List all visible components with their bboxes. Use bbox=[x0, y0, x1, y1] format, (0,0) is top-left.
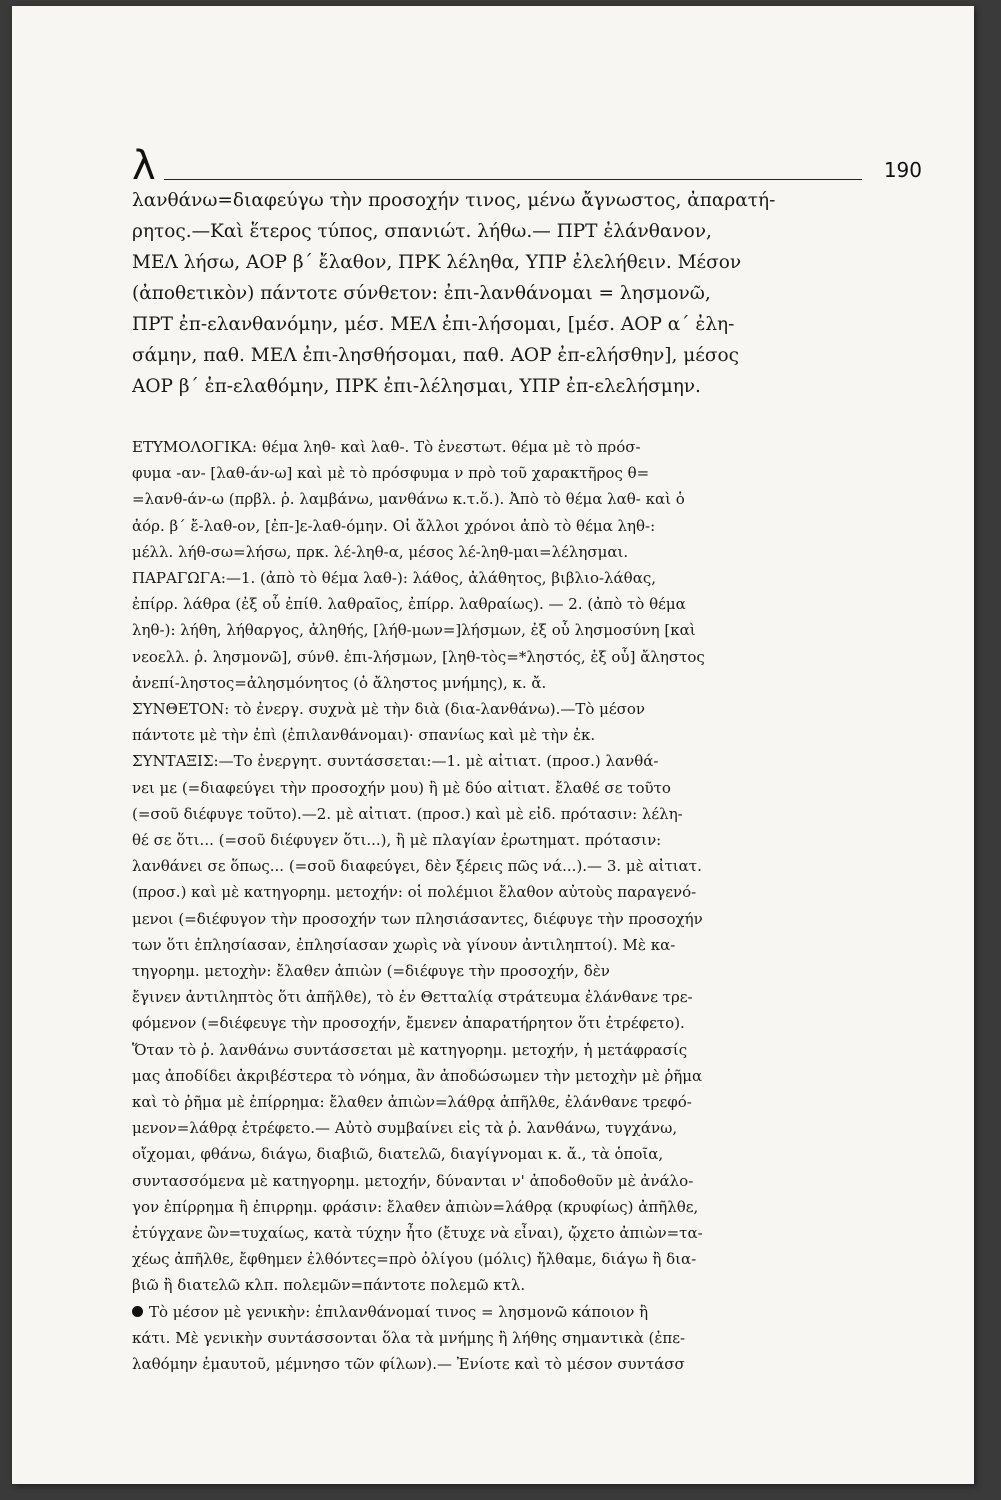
text-line-content: φυμα -αν- [λαθ-άν-ω] καὶ μὲ τὸ πρόσφυμα ν πρὸ τοῦ χαρακτῆρος θ= bbox=[132, 464, 650, 483]
text-line bbox=[132, 312, 922, 338]
text-line-content: πάντοτε μὲ τὴν ἐπὶ (ἐπιλανθάνομαι)· σπανίως καὶ μὲ τὴν ἐκ. bbox=[132, 726, 596, 745]
text-line-content: ἐπίρρ. λάθρα (ἐξ οὗ ἐπίθ. λαθραῖος, ἐπίρρ. λαθραίως). — 2. (ἀπὸ τὸ θέμα bbox=[132, 595, 686, 614]
text-line bbox=[132, 565, 922, 591]
text-line-content: νει με (=διαφεύγει τὴν προσοχήν μου) ἢ μὲ δύο αἰτιατ. ἔλαθέ σε τοῦτο bbox=[132, 778, 671, 797]
text-line-content: Ὅταν τὸ ῥ. λανθάνω συντάσσεται μὲ κατηγορημ. μετοχήν, ἡ μετάφρασίς bbox=[132, 1040, 688, 1059]
text-line-content: τηγορημ. μετοχὴν: ἔλαθεν ἀπιὼν (=διέφυγε τὴν προσοχήν, δὲν bbox=[132, 962, 610, 980]
text-line bbox=[132, 879, 922, 905]
text-line-content: μέλλ. λήθ-σω=λήσω, πρκ. λέ-ληθ-α, μέσος λέ-ληθ-μαι=λέλησμαι. bbox=[132, 542, 629, 561]
text-line bbox=[132, 827, 922, 853]
text-line bbox=[132, 219, 922, 245]
text-line bbox=[132, 460, 922, 486]
text-line-content: γον ἐπίρρημα ἢ ἐπιρρημ. φράσιν: ἔλαθεν ἀπιὼν=λάθρᾳ (κρυφίως) ἀπῆλθε, bbox=[132, 1197, 699, 1216]
text-line bbox=[132, 984, 922, 1010]
text-line bbox=[132, 343, 922, 369]
text-line-content: (ἀποθετικὸν) πάντοτε σύνθετον: ἐπι-λανθάνομαι = λησμονῶ, bbox=[132, 283, 711, 304]
text-line bbox=[132, 1246, 922, 1272]
text-line bbox=[132, 188, 922, 214]
text-line-content: θέ σε ὅτι... (=σοῦ διέφυγεν ὅτι...), ἢ μὲ πλαγίαν ἐρωτηματ. πρότασιν: bbox=[132, 831, 662, 849]
text-line-content: λαθόμην ἐμαυτοῦ, μέμνησο τῶν φίλων).— Ἐνίοτε καὶ τὸ μέσον συντάσσ bbox=[132, 1355, 685, 1373]
text-line bbox=[132, 958, 922, 984]
text-line bbox=[132, 486, 922, 512]
text-line-content: ἀνεπί-ληστος=ἀλησμόνητος (ὁ ἄληστος μνήμης), κ. ἄ. bbox=[132, 673, 547, 692]
text-line bbox=[132, 906, 922, 932]
text-line-content: των ὅτι ἐπλησίασαν, ἐπλησίασαν χωρὶς νὰ γίνουν ἀντιληπτοί). Μὲ κα- bbox=[132, 935, 676, 954]
text-line bbox=[132, 932, 922, 958]
text-line-content: ἔγινεν ἀντιληπτὸς ὅτι ἀπῆλθε), τὸ ἐν Θετταλίᾳ στράτευμα ἐλάνθανε τρε- bbox=[132, 988, 693, 1007]
text-line-content: φόμενον (=διέφευγε τὴν προσοχήν, ἔμενεν ἀπαρατήρητον ὅτι ἐτρέφετο). bbox=[132, 1014, 685, 1033]
text-line-content: =λανθ-άν-ω (πρβλ. ῥ. λαμβάνω, μανθάνω κ.τ.ὅ.). Ἀπὸ τὸ θέμα λαθ- καὶ ὁ bbox=[132, 490, 685, 509]
header-rule bbox=[164, 179, 862, 180]
text-line-content: συντασσόμενα μὲ κατηγορημ. μετοχήν, δύνανται ν' ἀποδοθοῦν μὲ ἀνάλο- bbox=[132, 1171, 694, 1190]
text-line-content: ἀόρ. β΄ ἔ-λαθ-ον, [ἐπ-]ε-λαθ-όμην. Οἱ ἄλλοι χρόνοι ἀπὸ τὸ θέμα ληθ-: bbox=[132, 516, 656, 535]
text-line-content: ΜΕΛ λήσω, ΑΟΡ β΄ ἔλαθον, ΠΡΚ λέληθα, ΥΠΡ ἐλελήθειν. Μέσον bbox=[132, 252, 742, 273]
text-line bbox=[132, 1037, 922, 1063]
text-line-content: (προσ.) καὶ μὲ κατηγορημ. μετοχήν: οἱ πολέμιοι ἔλαθον αὐτοὺς παραγενό- bbox=[132, 883, 697, 902]
text-line-content: νεοελλ. ῥ. λησμονῶ], σύνθ. ἐπι-λήσμων, [ληθ-τὸς=*ληστός, ἐξ οὗ] ἄληστος bbox=[132, 647, 705, 666]
text-line-content: σάμην, παθ. ΜΕΛ ἐπι-λησθήσομαι, παθ. ΑΟΡ ἐπ-ελήσθην], μέσος bbox=[132, 345, 739, 366]
text-line bbox=[132, 1272, 922, 1298]
text-line bbox=[132, 1141, 922, 1167]
text-line bbox=[132, 1351, 922, 1377]
text-line bbox=[132, 617, 922, 643]
text-line bbox=[132, 775, 922, 801]
text-line bbox=[132, 1063, 922, 1089]
text-line bbox=[132, 434, 922, 460]
text-line-content: ΣΥΝΤΑΞΙΣ:—Το ἐνεργητ. συντάσσεται:—1. μὲ αἰτιατ. (προσ.) λανθά- bbox=[132, 752, 659, 771]
text-line-content: ἐτύγχανε ὢν=τυχαίως, κατὰ τύχην ἦτο (ἔτυχε νὰ εἶναι), ᾤχετο ἀπιὼν=τα- bbox=[132, 1224, 703, 1242]
text-line bbox=[132, 1194, 922, 1220]
text-line bbox=[132, 591, 922, 617]
text-line bbox=[132, 748, 922, 774]
text-line-content: μας ἀποδίδει ἀκριβέστερα τὸ νόημα, ἂν ἀποδώσωμεν τὴν μετοχὴν μὲ ῥῆμα bbox=[132, 1066, 703, 1085]
text-line bbox=[132, 801, 922, 827]
text-line-content: ΣΥΝΘΕΤΟΝ: τὸ ἐνεργ. συχνὰ μὲ τὴν διὰ (δια-λανθάνω).—Τὸ μέσον bbox=[132, 700, 646, 718]
text-line-content: ΕΤΥΜΟΛΟΓΙΚΑ: θέμα ληθ- καὶ λαθ-. Τὸ ἐνεστωτ. θέμα μὲ τὸ πρόσ- bbox=[132, 438, 641, 456]
text-line-content: ΑΟΡ β΄ ἐπ-ελαθόμην, ΠΡΚ ἐπι-λέλησμαι, ΥΠΡ ἐπ-ελελήσμην. bbox=[132, 376, 701, 397]
text-line bbox=[132, 644, 922, 670]
text-line bbox=[132, 539, 922, 565]
text-line-content: ΠΡΤ ἐπ-ελανθανόμην, μέσ. ΜΕΛ ἐπι-λήσομαι, [μέσ. ΑΟΡ α΄ ἐλη- bbox=[132, 314, 735, 335]
text-line bbox=[132, 1115, 922, 1141]
text-line bbox=[132, 722, 922, 748]
text-line bbox=[132, 1220, 922, 1246]
text-line bbox=[132, 1089, 922, 1115]
text-line-content: μενοι (=διέφυγον τὴν προσοχήν των πλησιάσαντες, διέφυγε τὴν προσοχήν bbox=[132, 909, 703, 928]
text-line-content: λανθάνει σε ὅπως... (=σοῦ διαφεύγει, δὲν ξέρεις πῶς νά...).— 3. μὲ αἰτιατ. bbox=[132, 857, 702, 876]
bullet-icon bbox=[132, 1306, 143, 1317]
text-line-content: βιῶ ἢ διατελῶ κλπ. πολεμῶν=πάντοτε πολεμῶ κτλ. bbox=[132, 1276, 526, 1295]
text-line-content: ληθ-): λήθη, λήθαργος, ἀληθής, [λήθ-μων=]λήσμων, ἐξ οὗ λησμοσύνη [καὶ bbox=[132, 621, 696, 640]
text-line bbox=[132, 696, 922, 722]
text-line bbox=[132, 1168, 922, 1194]
text-line bbox=[132, 1299, 922, 1325]
text-line bbox=[132, 1325, 922, 1351]
text-line bbox=[132, 513, 922, 539]
text-line bbox=[132, 250, 922, 276]
text-line-content: (=σοῦ διέφυγε τοῦτο).—2. μὲ αἰτιατ. (προσ.) καὶ μὲ εἰδ. πρότασιν: λέλη- bbox=[132, 804, 683, 823]
text-line bbox=[132, 1010, 922, 1036]
text-line-content: οἴχομαι, φθάνω, διάγω, διαβιῶ, διατελῶ, διαγίγνομαι κ. ἄ., τὰ ὁποῖα, bbox=[132, 1145, 664, 1164]
page-number: 190 bbox=[883, 158, 922, 182]
text-line bbox=[132, 374, 922, 400]
text-line bbox=[132, 281, 922, 307]
text-line-content: Τὸ μέσον μὲ γενικὴν: ἐπιλανθάνομαί τινος = λησμονῶ κάποιον ἢ bbox=[149, 1302, 649, 1321]
text-line-content: χέως ἀπῆλθε, ἔφθημεν ἐλθόντες=πρὸ ὀλίγου (μόλις) ἤλθαμε, διάγω ἢ δια- bbox=[132, 1250, 697, 1269]
dictionary-page bbox=[12, 6, 974, 1484]
text-line bbox=[132, 670, 922, 696]
section-letter: λ bbox=[132, 143, 156, 189]
text-line-content: ρητος.—Καὶ ἕτερος τύπος, σπανιώτ. λήθω.— ΠΡΤ ἐλάνθανον, bbox=[132, 221, 712, 242]
text-line-content: μενον=λάθρᾳ ἐτρέφετο.— Αὐτὸ συμβαίνει εἰς τὰ ῥ. λανθάνω, τυγχάνω, bbox=[132, 1119, 678, 1138]
text-line-content: ΠΑΡΑΓΩΓΑ:—1. (ἀπὸ τὸ θέμα λαθ-): λάθος, ἀλάθητος, βιβλιο-λάθας, bbox=[132, 569, 657, 587]
text-line bbox=[132, 853, 922, 879]
text-line-content: λανθάνω=διαφεύγω τὴν προσοχήν τινος, μένω ἄγνωστος, ἀπαρατή- bbox=[132, 190, 776, 211]
text-line-content: κάτι. Μὲ γενικὴν συντάσσονται ὅλα τὰ μνήμης ἢ λήθης σημαντικὰ (ἐπε- bbox=[132, 1328, 686, 1347]
text-line-content: καὶ τὸ ῥῆμα μὲ ἐπίρρημα: ἔλαθεν ἀπιὼν=λάθρᾳ ἀπῆλθε, ἐλάνθανε τρεφό- bbox=[132, 1093, 692, 1111]
